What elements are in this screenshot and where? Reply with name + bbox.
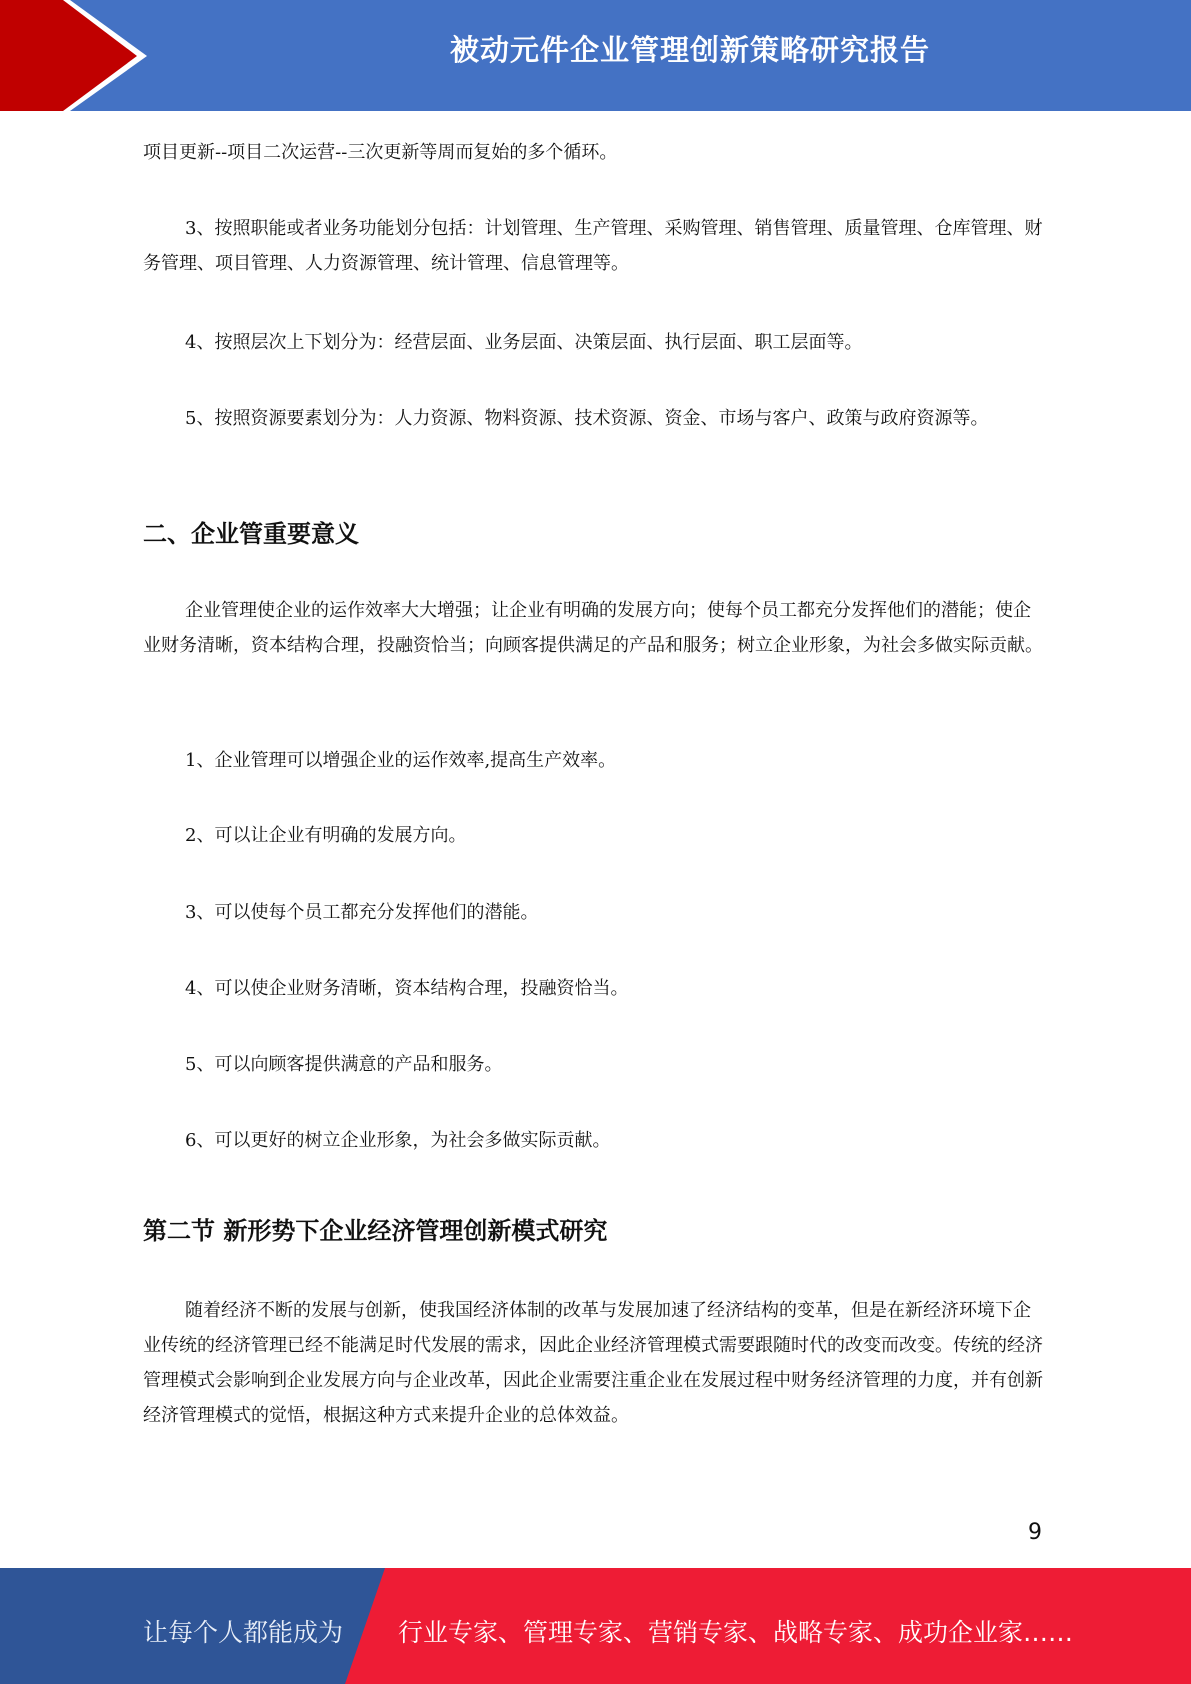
paragraph: 随着经济不断的发展与创新，使我国经济体制的改革与发展加速了经济结构的变革，但是在新经济环境下企业传统的经济管理已经不能满足时代发展的需求，因此企业经济管理模式需要跟随时代的改变而改变。传统的经济管理模式会影响到企业发展方向与企业改革，因此企业需要注重企业在发展过程中财务经济管理的力度，并有创新经济管理模式的觉悟，根据这种方式来提升企业的总体效益。 — [143, 1300, 1043, 1426]
list-item: 3、可以使每个员工都充分发挥他们的潜能。 — [185, 902, 539, 923]
paragraph: 5、按照资源要素划分为：人力资源、物料资源、技术资源、资金、市场与客户、政策与政府资源等。 — [185, 408, 989, 429]
list-item: 2、可以让企业有明确的发展方向。 — [185, 825, 467, 846]
red-arrow-decoration — [0, 0, 160, 111]
footer-slogan-left: 让每个人都能成为 — [143, 1618, 344, 1647]
paragraph: 3、按照职能或者业务功能划分包括：计划管理、生产管理、采购管理、销售管理、质量管理、仓库管理、财务管理、项目管理、人力资源管理、统计管理、信息管理等。 — [143, 218, 1043, 274]
page-number: 9 — [1028, 1520, 1042, 1545]
list-item: 4、可以使企业财务清晰，资本结构合理，投融资恰当。 — [185, 978, 629, 999]
paragraph: 企业管理使企业的运作效率大大增强；让企业有明确的发展方向；使每个员工都充分发挥他们的潜能；使企业财务清晰，资本结构合理，投融资恰当；向顾客提供满足的产品和服务；树立企业形象，为社会多做实际贡献。 — [143, 600, 1043, 656]
footer-slogan-right: 行业专家、管理专家、营销专家、战略专家、成功企业家…… — [398, 1618, 1074, 1647]
list-item: 6、可以更好的树立企业形象，为社会多做实际贡献。 — [185, 1130, 611, 1151]
section-heading: 第二节 新形势下企业经济管理创新模式研究 — [143, 1217, 608, 1245]
paragraph: 4、按照层次上下划分为：经营层面、业务层面、决策层面、执行层面、职工层面等。 — [185, 332, 863, 353]
page-header — [0, 0, 1191, 111]
list-item: 1、企业管理可以增强企业的运作效率,提高生产效率。 — [185, 750, 617, 771]
paragraph: 项目更新--项目二次运营--三次更新等周而复始的多个循环。 — [143, 142, 618, 163]
section-heading: 二、企业管重要意义 — [143, 520, 359, 548]
list-item: 5、可以向顾客提供满意的产品和服务。 — [185, 1054, 503, 1075]
document-title: 被动元件企业管理创新策略研究报告 — [449, 33, 930, 67]
